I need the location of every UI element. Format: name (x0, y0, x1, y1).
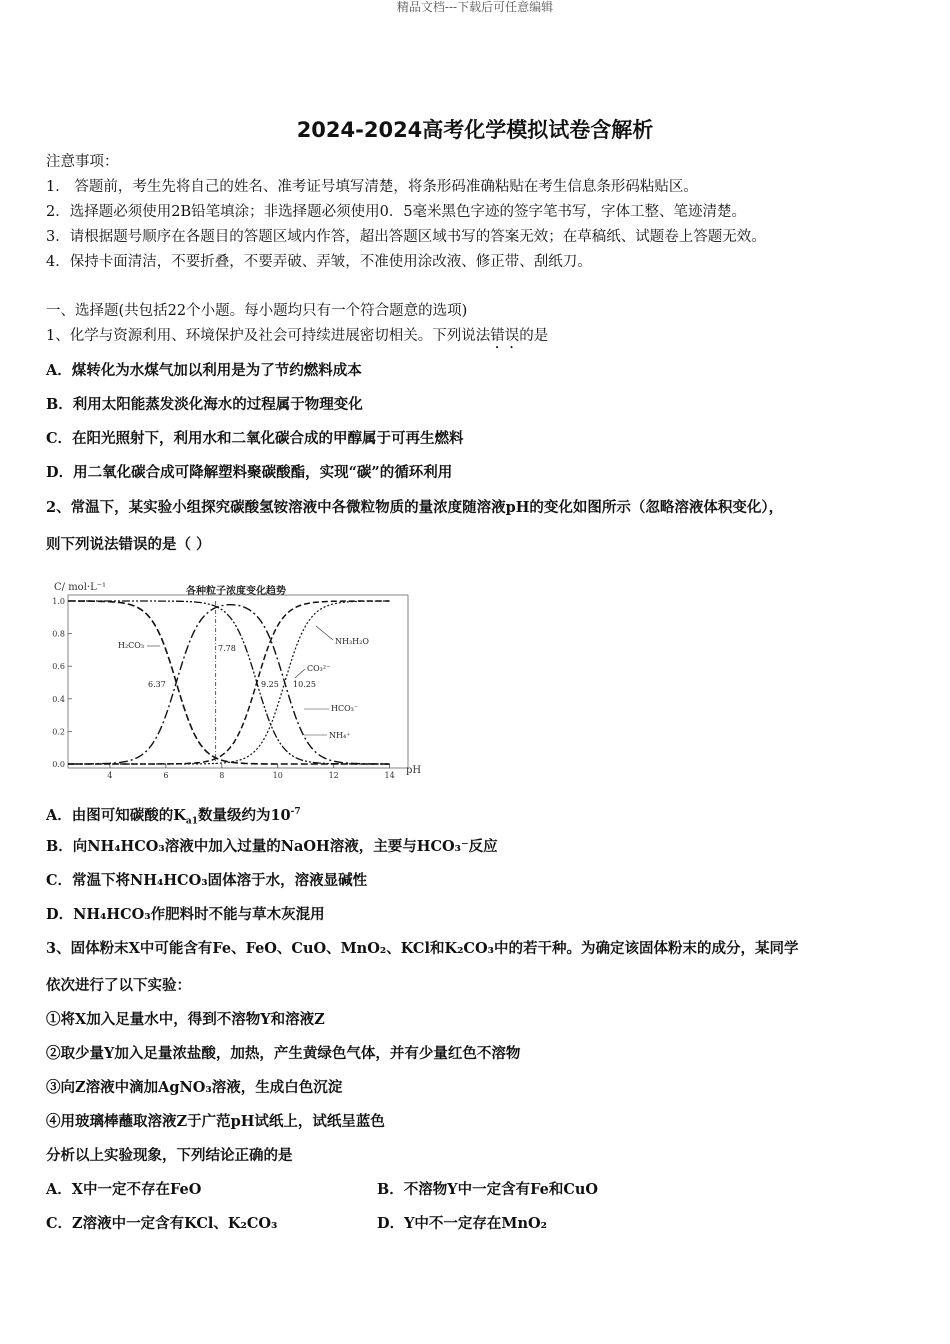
x-tick-label: 6 (163, 771, 169, 778)
x-tick-label: 10 (272, 771, 283, 778)
y-tick-label: 0.6 (52, 662, 65, 672)
q3-option-c: C．Z溶液中一定含有KCl、K₂CO₃ (46, 1215, 278, 1232)
leader-line (295, 669, 305, 678)
page-header: 精品文档---下载后可任意编辑 (396, 0, 554, 14)
notice-item: 2．选择题必须使用2B铅笔填涂；非选择题必须使用0．5毫米黑色字迹的签字笔书写，字体工整、笔迹清楚。 (46, 204, 747, 220)
y-tick-label: 0.2 (52, 727, 65, 737)
q3-step: ①将X加入足量水中，得到不溶物Y和溶液Z (46, 1011, 325, 1028)
series-label: H₂CO₃ (118, 641, 145, 650)
annotation: 10.25 (293, 680, 316, 689)
series-label: NH₄⁺ (329, 731, 351, 740)
q1-option-d: D．用二氧化碳合成可降解塑料聚碳酸酯，实现“碳”的循环利用 (46, 464, 453, 481)
q2-stem-line2: 则下列说法错误的是（ ） (46, 536, 211, 553)
x-tick-label: 4 (107, 771, 113, 778)
x-tick-label: 14 (384, 771, 395, 778)
annotation: 6.37 (148, 680, 166, 689)
q2-option-c: C．常温下将NH₄HCO₃固体溶于水，溶液显碱性 (46, 872, 368, 889)
notice-item: 3．请根据题号顺序在各题目的答题区域内作答，超出答题区域书写的答案无效；在草稿纸、试题卷上答题无效。 (46, 229, 766, 245)
q1-option-a: A．煤转化为水煤气加以利用是为了节约燃料成本 (46, 362, 362, 379)
q3-stem-line1: 3、固体粉末X中可能含有Fe、FeO、CuO、MnO₂、KCl和K₂CO₃中的若干种。为确定该固体粉末的成分，某同学 (46, 940, 799, 957)
y-tick-label: 1.0 (52, 597, 65, 606)
q3-step: ④用玻璃棒蘸取溶液Z于广范pH试纸上，试纸呈蓝色 (46, 1113, 385, 1130)
x-tick-label: 12 (328, 771, 339, 778)
q2-option-b: B．向NH₄HCO₃溶液中加入过量的NaOH溶液，主要与HCO₃⁻反应 (46, 838, 498, 855)
notice-heading: 注意事项： (46, 154, 119, 170)
q3-step: ③向Z溶液中滴加AgNO₃溶液，生成白色沉淀 (46, 1079, 343, 1096)
notice-item: 1． 答题前，考生先将自己的姓名、准考证号填写清楚，将条形码准确粘贴在考生信息条形码粘贴区。 (46, 179, 698, 195)
x-axis-label: pH (406, 765, 422, 776)
series-line (68, 605, 390, 764)
leader-line (316, 626, 333, 640)
q3-stem-line2: 依次进行了以下实验： (46, 977, 191, 994)
y-tick-label: 0.0 (52, 760, 65, 769)
y-tick-label: 0.4 (52, 694, 65, 704)
q2-option-a: A．由图可知碳酸的$K_{a1}$数量级约为$10^{-7}$ (46, 806, 301, 827)
series-label: NH₃H₂O (335, 637, 369, 646)
q3-option-a: A．X中一定不存在FeO (46, 1181, 202, 1198)
notice-item: 4．保持卡面清洁，不要折叠，不要弄破、弄皱，不准使用涂改液、修正带、刮纸刀。 (46, 254, 592, 270)
q1-stem: 1、化学与资源利用、环境保护及社会可持续进展密切相关。下列说法错误的是 (46, 328, 549, 344)
series-label: HCO₃⁻ (331, 704, 359, 713)
x-tick-label: 8 (219, 771, 225, 778)
q1-option-c: C．在阳光照射下，利用水和二氧化碳合成的甲醇属于可再生燃料 (46, 430, 464, 447)
q3-step: ②取少量Y加入足量浓盐酸，加热，产生黄绿色气体，并有少量红色不溶物 (46, 1045, 521, 1062)
q1-option-b: B．利用太阳能蒸发淡化海水的过程属于物理变化 (46, 396, 363, 413)
q3-ask: 分析以上实验现象，下列结论正确的是 (46, 1147, 293, 1164)
concentration-chart (46, 578, 426, 778)
exam-title: 2024-2024高考化学模拟试卷含解析 (296, 118, 654, 142)
series-label: CO₃²⁻ (307, 664, 331, 673)
annotation: 9.25 (261, 680, 279, 689)
q3-option-d: D．Y中不一定存在MnO₂ (377, 1215, 547, 1232)
q1-stem-emphasis: 错误 (490, 328, 520, 344)
y-axis-label: C/ mol·L⁻¹ (54, 582, 107, 593)
chart-title: 各种粒子浓度变化趋势 (186, 586, 286, 597)
plot-frame (68, 595, 408, 768)
annotation: 7.78 (218, 644, 236, 653)
q2-stem-line1: 2、常温下，某实验小组探究碳酸氢铵溶液中各微粒物质的量浓度随溶液pH的变化如图所示（忽略溶液体积变化）， (46, 499, 784, 516)
q2-option-d: D．NH₄HCO₃作肥料时不能与草木灰混用 (46, 906, 325, 923)
q3-option-b: B．不溶物Y中一定含有Fe和CuO (377, 1181, 599, 1198)
y-tick-label: 0.8 (52, 629, 65, 639)
section-heading: 一、选择题(共包括22个小题。每小题均只有一个符合题意的选项) (46, 303, 468, 319)
